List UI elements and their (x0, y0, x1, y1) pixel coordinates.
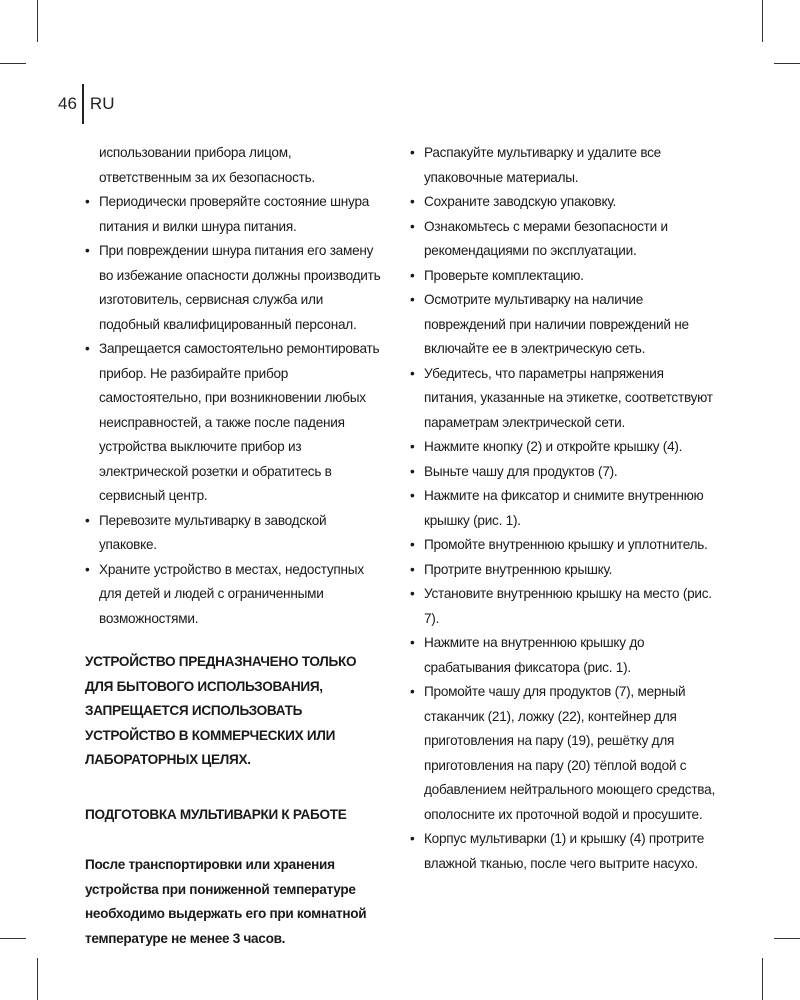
bullet-icon: • (410, 561, 415, 577)
crop-mark (0, 938, 26, 939)
list-item (410, 362, 716, 436)
list-item (410, 460, 716, 485)
crop-mark (0, 63, 26, 64)
list-item-text: Промойте внутреннюю крышку и уплотнитель. (424, 537, 708, 552)
list-item (85, 558, 387, 632)
continuation-text: использовании прибора лицом, ответственным за их безопасность. (99, 145, 315, 185)
language-label: RU (89, 94, 115, 113)
list-item-text: Перевозите мультиварку в заводской упаковке. (99, 512, 327, 552)
list-item (410, 558, 716, 583)
list-item-text: Сохраните заводскую упаковку. (424, 194, 617, 209)
bullet-icon: • (410, 365, 415, 381)
crop-mark (762, 0, 763, 42)
list-item-text: Выньте чашу для продуктов (7). (424, 463, 618, 479)
usage-warning: УСТРОЙСТВО ПРЕДНАЗНАЧЕНО ТОЛЬКО ДЛЯ БЫТОВОГО ИСПОЛЬЗОВАНИЯ, ЗАПРЕЩАЕТСЯ ИСПОЛЬЗОВАТЬ УСТРОЙСТВО В КОММЕРЧЕСКИХ ИЛИ ЛАБОРАТОРНЫХ ЦЕЛЯХ. (85, 654, 357, 767)
list-item-text: Промойте чашу для продуктов (7), мерный стаканчик (21), ложку (22), контейнер для приготовления на пару (19), решётку для приготовления на пару (20) тёплой водой с добавлением нейтрального моющего средства, ополосните их проточной водой и просушите. (424, 684, 715, 822)
list-item-text: Убедитесь, что параметры напряжения питания, указанные на этикетке, соответствуют параметрам электрической сети. (424, 365, 713, 430)
list-item-text: Нажмите на внутреннюю крышку до срабатывания фиксатора (рис. 1). (424, 635, 645, 675)
list-item (410, 533, 716, 558)
crop-mark (774, 938, 800, 939)
list-item (410, 215, 716, 264)
bullet-icon: • (85, 341, 90, 356)
bullet-icon: • (410, 267, 415, 283)
crop-mark (37, 958, 38, 1000)
list-item (410, 264, 716, 289)
bullet-icon: • (85, 194, 90, 209)
bullet-icon: • (410, 586, 415, 601)
section-lead: После транспортировки или хранения устройства при пониженной температуре необходимо выдержать его при комнатной температуре не менее 3 часов. (85, 857, 367, 946)
list-item (410, 631, 716, 680)
list-item (85, 337, 387, 509)
list-item-text: Храните устройство в местах, недоступных для детей и людей с ограниченными возможностями. (99, 561, 364, 626)
list-item-text: Нажмите на фиксатор и снимите внутреннюю крышку (рис. 1). (424, 488, 704, 528)
bullet-icon: • (410, 292, 415, 307)
bullet-icon: • (410, 218, 415, 234)
bullet-icon: • (410, 145, 415, 160)
list-item (410, 484, 716, 533)
list-item-text: Ознакомьтесь с мерами безопасности и рекомендациями по эксплуатации. (424, 218, 668, 258)
section-title: ПОДГОТОВКА МУЛЬТИВАРКИ К РАБОТЕ (85, 806, 347, 822)
list-item-text: Осмотрите мультиварку на наличие повреждений при наличии повреждений не включайте ее в электрическую сеть. (424, 292, 689, 356)
list-item-text: При повреждении шнура питания его замену во избежание опасности должны производить изготовитель, сервисная служба или подобный квалифицированный персонал. (99, 243, 381, 332)
list-item (410, 190, 716, 215)
left-column (85, 141, 387, 951)
crop-mark (762, 958, 763, 1000)
crop-mark (774, 63, 800, 64)
list-item (410, 680, 716, 827)
list-item-text: Корпус мультиварки (1) и крышку (4) протрите влажной тканью, после чего вытрите насухо. (424, 831, 705, 871)
list-item (410, 827, 716, 876)
bullet-icon: • (410, 439, 415, 454)
list-item (85, 239, 387, 337)
right-bullet-list (410, 141, 716, 876)
bullet-icon: • (410, 831, 415, 846)
right-column (410, 141, 716, 876)
bullet-icon: • (85, 512, 90, 528)
bullet-icon: • (85, 243, 90, 258)
list-item-text: Нажмите кнопку (2) и откройте крышку (4). (424, 439, 683, 454)
bullet-icon: • (410, 635, 415, 650)
crop-mark (37, 0, 38, 42)
list-item (410, 288, 716, 362)
bullet-icon: • (410, 684, 415, 699)
list-item-text: Установите внутреннюю крышку на место (рис. 7). (424, 586, 712, 626)
list-item (85, 509, 387, 558)
list-item-text: Проверьте комплектацию. (424, 267, 584, 283)
page-number: 46 (58, 94, 77, 113)
bullet-icon: • (410, 537, 415, 552)
list-item-text: Запрещается самостоятельно ремонтировать прибор. Не разбирайте прибор самостоятельно, при возникновении любых неисправностей, а также после падения устройства выключите прибор из электрической розетки и обратитесь в сервисный центр. (99, 341, 380, 503)
bullet-icon: • (85, 561, 90, 577)
list-item-text: Протрите внутреннюю крышку. (424, 561, 613, 577)
page-header (58, 84, 114, 124)
list-item (410, 141, 716, 190)
bullet-icon: • (410, 463, 415, 479)
list-item-text: Распакуйте мультиварку и удалите все упаковочные материалы. (424, 145, 661, 185)
list-item (85, 190, 387, 239)
list-item (410, 582, 716, 631)
list-item (410, 435, 716, 460)
bullet-icon: • (410, 488, 415, 503)
bullet-icon: • (410, 194, 415, 209)
left-bullet-list (85, 190, 387, 631)
list-item-text: Периодически проверяйте состояние шнура питания и вилки шнура питания. (99, 194, 370, 234)
